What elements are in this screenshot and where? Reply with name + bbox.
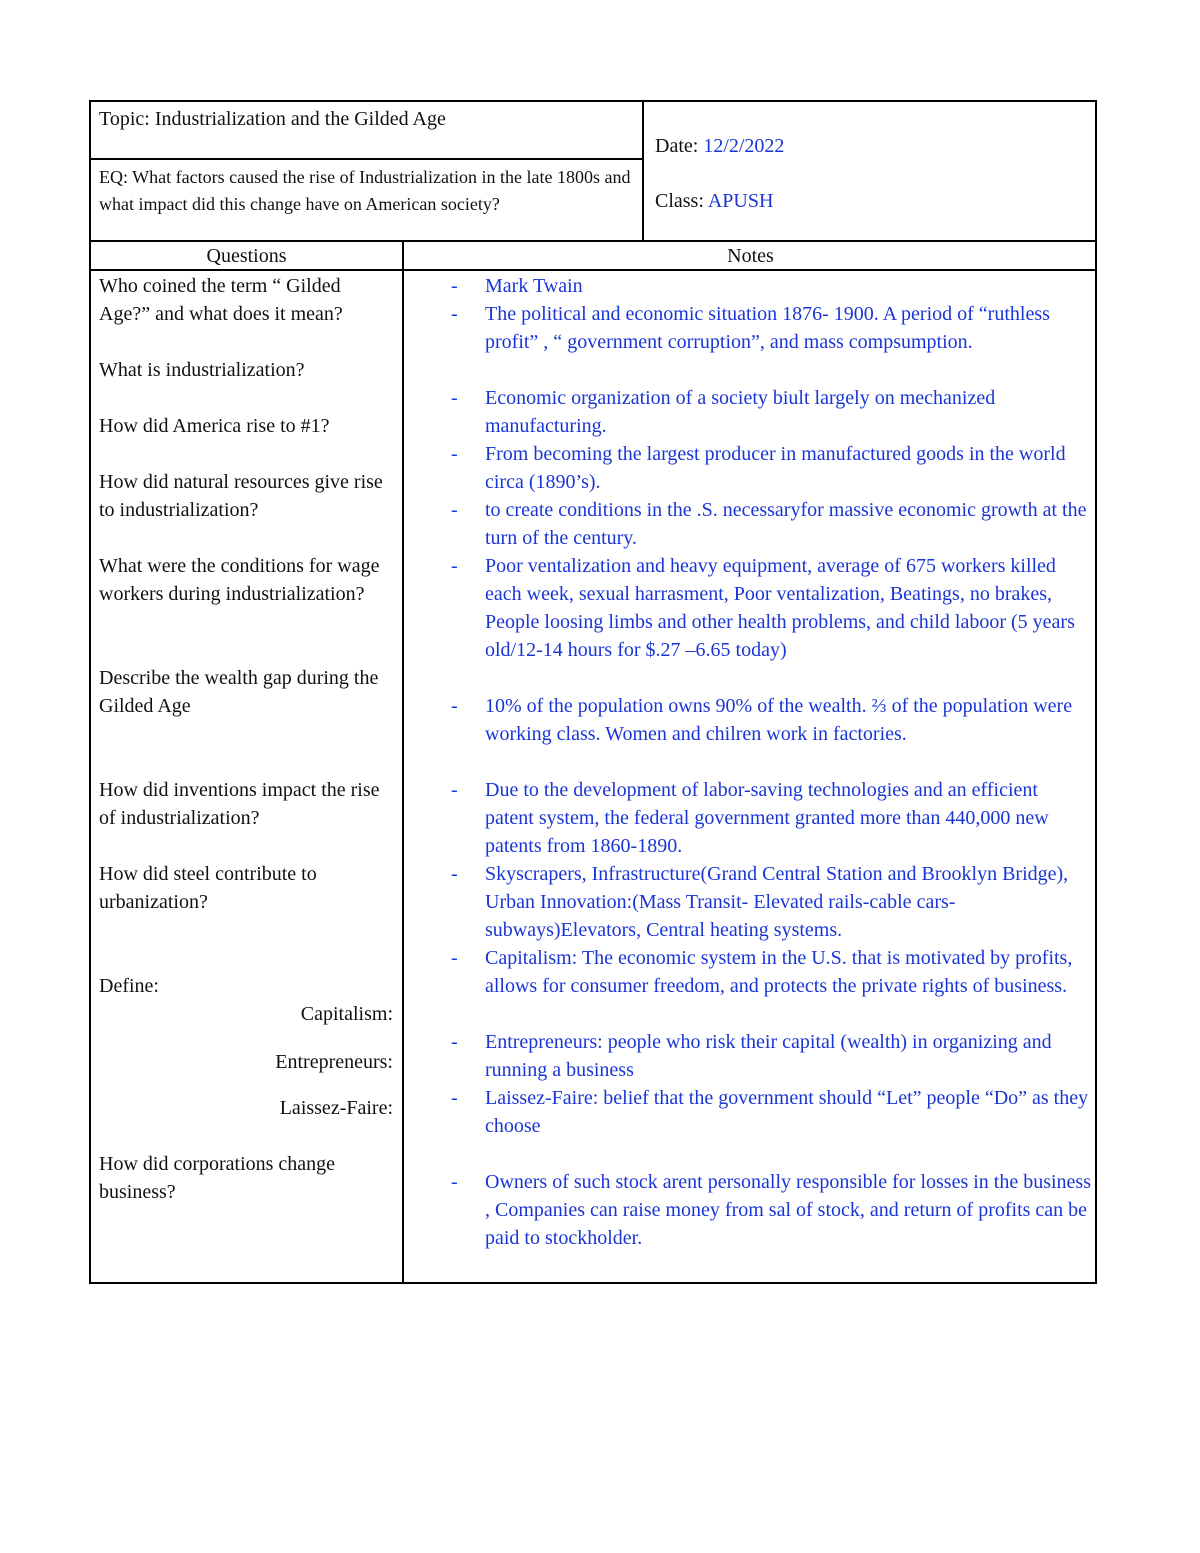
notes-column-header: Notes <box>727 245 774 267</box>
define-term-entrepreneurs: Entrepreneurs: <box>275 1051 393 1073</box>
bullet-dash: - <box>451 1171 458 1193</box>
cornell-notes-table <box>89 100 1097 1284</box>
note-text: Skyscrapers, Infrastructure(Grand Central Station and Brooklyn Bridge), Urban Innovation:(Mass Transit- Elevated rails-cable cars- subways)Elevators, Central heating systems. <box>485 863 1069 941</box>
note-text: Owners of such stock arent personally responsible for losses in the business , Companies can raise money from sal of stock, and return of profits can be paid to stockholder. <box>485 1171 1091 1249</box>
note-text: Economic organization of a society biult largely on mechanized manufacturing. <box>485 387 996 437</box>
note-text: Laissez-Faire: belief that the government should “Let” people “Do” as they choose <box>485 1087 1089 1137</box>
bullet-dash: - <box>451 443 458 465</box>
class-value: APUSH <box>707 190 774 212</box>
note-item <box>451 1028 1091 1084</box>
header-bottom-border <box>91 240 1095 242</box>
note-item <box>451 496 1091 552</box>
question-item: How did steel contribute to urbanization? <box>99 863 317 913</box>
note-item <box>451 776 1091 860</box>
note-text: 10% of the population owns 90% of the wealth. ⅔ of the population were working class. Women and chilren work in factories. <box>485 695 1073 745</box>
question-item: What is industrialization? <box>99 359 305 381</box>
question-item: How did corporations change business? <box>99 1153 336 1203</box>
note-item <box>451 860 1091 944</box>
note-text: Mark Twain <box>485 275 583 297</box>
bullet-dash: - <box>451 303 458 325</box>
date-value: 12/2/2022 <box>703 135 785 157</box>
note-item <box>451 384 1091 440</box>
note-item <box>451 552 1091 664</box>
questions-column-header: Questions <box>206 245 287 267</box>
bullet-dash: - <box>451 947 458 969</box>
topic-label: Topic: <box>99 108 150 130</box>
bullet-dash: - <box>451 779 458 801</box>
note-text: to create conditions in the .S. necessaryfor massive economic growth at the turn of the century. <box>485 499 1087 549</box>
note-text: Due to the development of labor-saving technologies and an efficient patent system, the federal government granted more than 440,000 new patents from 1860-1890. <box>485 779 1049 857</box>
question-item: Describe the wealth gap during the Gilded Age <box>99 667 379 717</box>
class-line <box>655 188 773 214</box>
question-item: Who coined the term “ Gilded Age?” and what does it mean? <box>99 275 343 325</box>
essential-question: EQ: What factors caused the rise of Industrialization in the late 1800s and what impact did this change have on American society? <box>99 167 631 214</box>
note-item <box>451 944 1091 1000</box>
question-item: How did inventions impact the rise of industrialization? <box>99 779 380 829</box>
note-item <box>451 272 1091 300</box>
note-item <box>451 440 1091 496</box>
note-text: The political and economic situation 1876- 1900. A period of “ruthless profit” , “ government corruption”, and mass compsumption. <box>485 303 1050 353</box>
question-item: How did America rise to #1? <box>99 415 330 437</box>
note-text: Capitalism: The economic system in the U.S. that is motivated by profits, allows for consumer freedom, and protects the private rights of business. <box>485 947 1073 997</box>
bullet-dash: - <box>451 1031 458 1053</box>
define-term-capitalism: Capitalism: <box>300 1003 393 1025</box>
note-text: Entrepreneurs: people who risk their capital (wealth) in organizing and running a business <box>485 1031 1052 1081</box>
note-item <box>451 1084 1091 1140</box>
bullet-dash: - <box>451 387 458 409</box>
note-text: Poor ventalization and heavy equipment, average of 675 workers killed each week, sexual harrasment, Poor ventalization, Beatings, no brakes, People loosing limbs and other health problems, and child laboor (5 years old/12-14 hours for $.27 –6.65 today) <box>485 555 1075 661</box>
date-line <box>655 133 784 159</box>
note-text: From becoming the largest producer in manufactured goods in the world circa (1890’s). <box>485 443 1066 493</box>
date-label: Date: <box>655 135 699 157</box>
topic-line <box>99 106 446 132</box>
bullet-dash: - <box>451 695 458 717</box>
note-item <box>451 300 1091 356</box>
bullet-dash: - <box>451 275 458 297</box>
header-vertical-divider <box>642 102 644 240</box>
bullet-dash: - <box>451 863 458 885</box>
question-item: What were the conditions for wage workers during industrialization? <box>99 555 380 605</box>
bullet-dash: - <box>451 499 458 521</box>
bullet-dash: - <box>451 555 458 577</box>
bullet-dash: - <box>451 1087 458 1109</box>
define-term-laissez-faire: Laissez-Faire: <box>279 1097 393 1119</box>
note-item <box>451 692 1091 748</box>
class-label: Class: <box>655 190 704 212</box>
note-item <box>451 1168 1091 1252</box>
header-horizontal-divider <box>91 158 642 160</box>
topic-value: Industrialization and the Gilded Age <box>154 108 446 130</box>
column-header-border <box>91 269 1095 271</box>
column-divider <box>402 240 404 1284</box>
question-item: How did natural resources give rise to industrialization? <box>99 471 383 521</box>
question-item: Define: <box>99 975 159 997</box>
